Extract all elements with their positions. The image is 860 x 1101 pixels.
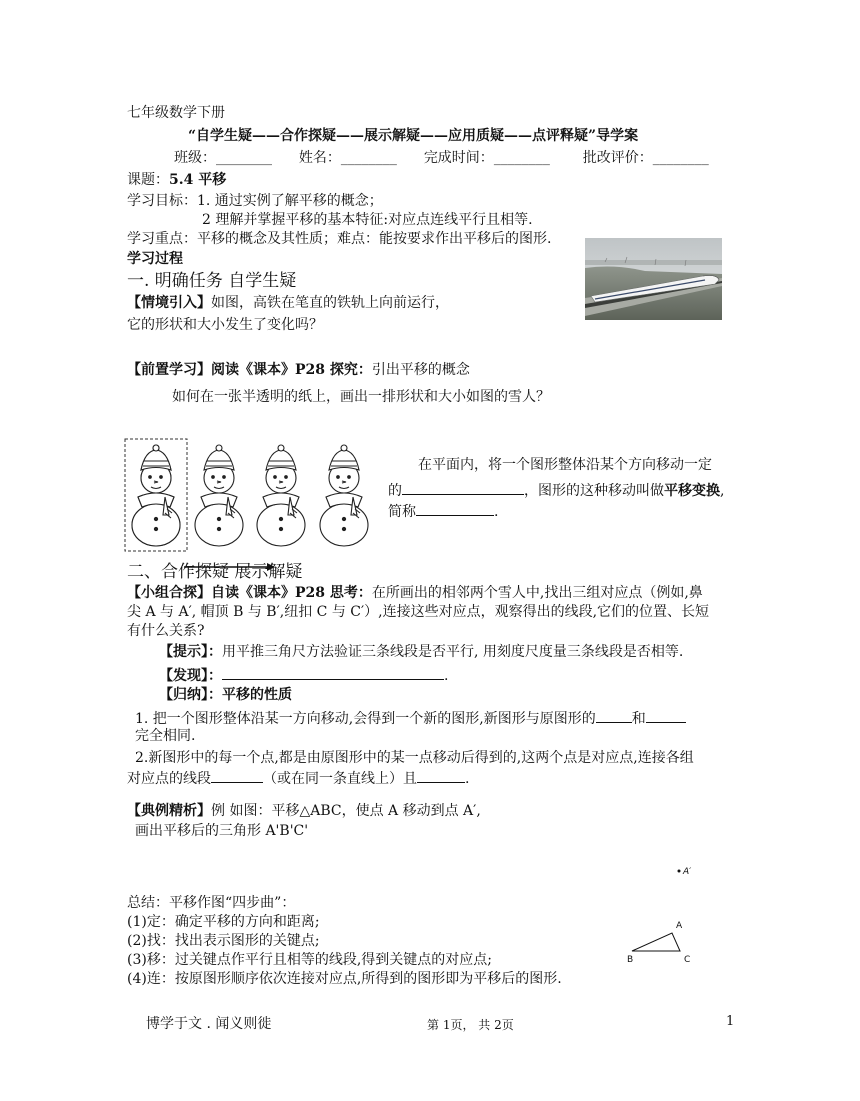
def-text-b: ，图形的这种移动叫做 xyxy=(524,483,664,499)
triangle-figure xyxy=(620,858,710,970)
hint-text: 用平推三角尺方法验证三条线段是否平行, 用刻度尺度量三条线段是否相等. xyxy=(222,644,684,660)
topic-prefix: 课题： xyxy=(127,172,169,188)
review-blank[interactable]: ________ xyxy=(652,150,709,166)
property-2-line-2 xyxy=(127,768,469,789)
key-points: 学习重点：平移的概念及其性质；难点：能按要求作出平移后的图形. xyxy=(127,231,552,247)
pre-study-line xyxy=(127,361,470,380)
find-end: . xyxy=(444,668,449,684)
info-fields-row xyxy=(174,149,709,168)
time-label: 完成时间： xyxy=(423,150,494,166)
def-text-c: , xyxy=(720,483,725,499)
label-b: B xyxy=(627,955,634,965)
example-line xyxy=(127,802,481,821)
def-term: 平移变换 xyxy=(664,483,720,499)
prop2-text-d: . xyxy=(465,771,470,787)
property-2: 2.新图形中的每一个点,都是由原图形中的某一点移动后得到的,这两个点是对应点,连接各组 xyxy=(135,750,694,766)
step-4: (4)连：按原图形顺序依次连接对应点,所得到的图形即为平移后的图形. xyxy=(127,971,562,987)
prop2-text-b: 对应点的线段 xyxy=(127,771,211,787)
group-study-tag: 【小组合探】自读《课本》P28 思考： xyxy=(127,585,372,601)
grade-book-label: 七年级数学下册 xyxy=(127,105,225,121)
property-1-end: 完全相同. xyxy=(135,728,196,744)
definition-line-1: 在平面内，将一个图形整体沿某个方向移动一定 xyxy=(418,457,712,473)
footer-motto: 博学于文 . 闻义则徙 xyxy=(146,1016,272,1032)
group-study-line xyxy=(127,584,703,603)
hint-line xyxy=(159,643,683,662)
group-study-text-2: 尖 A 与 A′, 帽顶 B 与 B′,纽扣 C 与 C′）,连接这些对应点，观察得出的线段,它们的位置、长短 xyxy=(127,604,710,620)
goals-label: 学习目标： xyxy=(127,193,197,209)
point-a-prime xyxy=(678,870,681,873)
find-tag: 【发现】： xyxy=(159,668,222,684)
translation-distance-blank[interactable] xyxy=(402,480,524,495)
label-a-prime: A′ xyxy=(683,867,692,877)
group-study-text: 在所画出的相邻两个雪人中,找出三组对应点（例如,鼻 xyxy=(371,585,703,601)
name-label: 姓名： xyxy=(298,150,341,166)
prop1-text-a: 1. 把一个图形整体沿某一方向移动,会得到一个新的图形,新图形与原图形的 xyxy=(135,711,596,727)
equal-blank[interactable] xyxy=(417,768,465,783)
group-study-text-3: 有什么关系? xyxy=(127,623,205,639)
intro-text: 如图，高铁在笔直的铁轨上向前运行， xyxy=(211,295,449,311)
def-short-label: 简称 xyxy=(388,504,416,520)
shape-blank[interactable] xyxy=(596,708,632,723)
snowmen-figure xyxy=(123,437,385,573)
intro-tag: 【情境引入】 xyxy=(127,295,211,311)
example-text: 例 如图：平移△ABC，使点 A 移动到点 A′, xyxy=(211,803,481,819)
pre-study-tag: 【前置学习】阅读《课本》P28 探究： xyxy=(127,362,372,378)
def-text-a: 的 xyxy=(388,483,402,499)
summary-tag: 【归纳】： xyxy=(159,687,222,703)
find-line xyxy=(159,665,448,686)
class-label: 班级： xyxy=(174,150,216,166)
size-blank[interactable] xyxy=(646,708,686,723)
goals-line xyxy=(127,192,383,211)
section1-heading: 一. 明确任务 自学生疑 xyxy=(127,271,297,291)
prop1-text-b: 和 xyxy=(631,711,646,727)
time-blank[interactable]: ________ xyxy=(493,150,550,166)
summary-line xyxy=(159,686,292,705)
name-blank[interactable]: ________ xyxy=(340,150,397,166)
definition-line-3 xyxy=(388,501,498,522)
pre-study-text: 引出平移的概念 xyxy=(371,362,470,378)
review-label: 批改评价： xyxy=(582,150,653,166)
footer-page-number: 1 xyxy=(726,1014,735,1029)
steps-title: 总结：平移作图“四步曲”： xyxy=(127,895,296,911)
example-tag: 【典例精析】 xyxy=(127,803,211,819)
definition-line-2 xyxy=(388,480,724,501)
def-end: . xyxy=(494,504,499,520)
class-blank[interactable]: ________ xyxy=(216,150,272,166)
snowman-icon-2 xyxy=(195,445,243,546)
page-title: “自学生疑——合作探疑——展示解疑——应用质疑——点评释疑”导学案 xyxy=(188,128,639,144)
section2-heading: 二、合作探疑 展示解疑 xyxy=(127,562,303,582)
prop2-text-c: （或在同一条直线上）且 xyxy=(263,771,417,787)
high-speed-train-photo xyxy=(585,238,722,320)
property-1 xyxy=(135,708,686,729)
step-1: (1)定：确定平移的方向和距离; xyxy=(127,914,320,930)
process-label: 学习过程 xyxy=(127,251,183,267)
snowman-question: 如何在一张半透明的纸上，画出一排形状和大小如图的雪人？ xyxy=(172,389,550,405)
footer-page-info: 第 1页， 共 2页 xyxy=(427,1018,514,1032)
topic-line xyxy=(127,171,226,190)
goal-1: 1. 通过实例了解平移的概念； xyxy=(197,193,383,209)
short-name-blank[interactable] xyxy=(416,501,494,516)
parallel-blank[interactable] xyxy=(211,768,263,783)
topic: 5.4 平移 xyxy=(169,172,227,188)
label-c: C xyxy=(684,955,691,965)
example-text-2: 画出平移后的三角形 A'B'C' xyxy=(135,823,309,839)
snowman-icon-3 xyxy=(257,445,305,546)
find-answer-blank[interactable] xyxy=(222,665,444,680)
triangle-abc xyxy=(632,933,680,951)
hint-tag: 【提示】： xyxy=(159,644,222,660)
step-2: (2)找：找出表示图形的关键点; xyxy=(127,933,320,949)
step-3: (3)移：过关键点作平行且相等的线段,得到关键点的对应点; xyxy=(127,952,492,968)
intro-text-2: 它的形状和大小发生了变化吗？ xyxy=(127,317,323,333)
intro-line xyxy=(127,294,449,313)
goal-2: 2 理解并掌握平移的基本特征:对应点连线平行且相等. xyxy=(202,212,533,228)
label-a: A xyxy=(676,921,683,931)
snowman-icon-4 xyxy=(320,445,368,546)
summary-title: 平移的性质 xyxy=(222,687,292,703)
